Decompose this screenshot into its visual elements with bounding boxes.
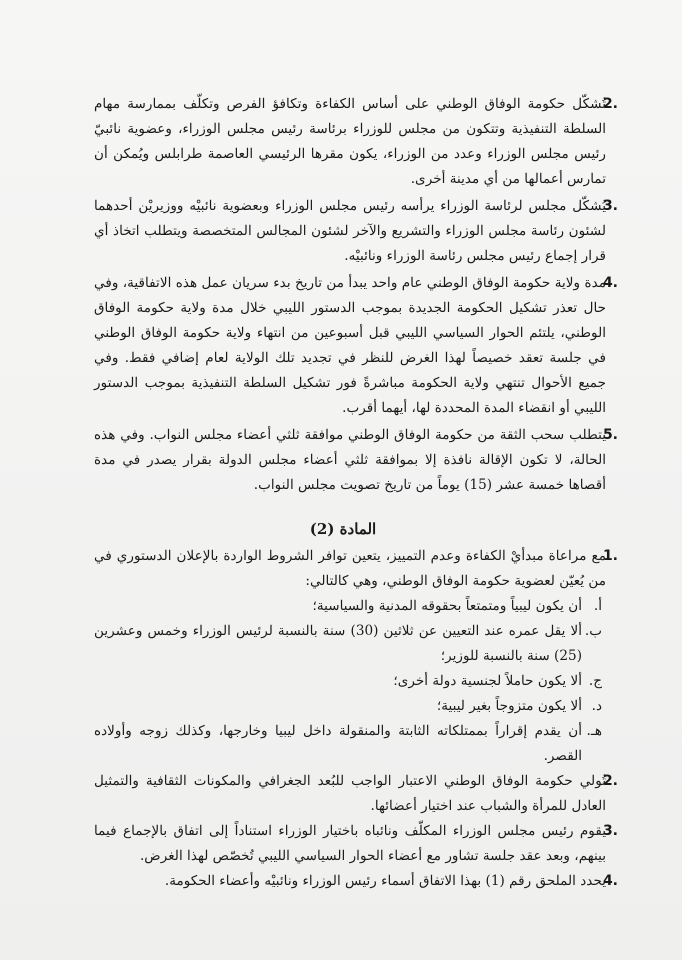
clause-2 [78, 92, 618, 192]
sub-item-text: أن يكون ليبياً ومتمتعاً بحقوقه المدنية والسياسية؛ [312, 598, 582, 614]
sub-item-text: ألا يكون حاملاً لجنسية دولة أخرى؛ [393, 673, 582, 689]
sub-item-label: د. [591, 698, 602, 714]
clause-number: 2. [602, 96, 618, 112]
clause-text: يُشكّل مجلس لرئاسة الوزراء يرأسه رئيس مجلس الوزراء وبعضوية نائبيْه ووزيريْن أحدهما لشئون رئاسة مجلس الوزراء والتشريع والآخر لشئون المجالس المتخصصة ويتطلب اتخاذ أي قرار إجماع رئيس مجلس رئاسة الوزراء ونائبيْه. [94, 198, 606, 264]
article-2-clause-3 [78, 819, 618, 869]
sub-item-d [78, 694, 602, 719]
clause-number: 2. [602, 773, 618, 789]
sub-item-a [78, 594, 602, 619]
clause-text: تُشكّل حكومة الوفاق الوطني على أساس الكفاءة وتكافؤ الفرص وتكلّف بممارسة مهام السلطة التنفيذية وتتكون من مجلس للوزراء برئاسة رئيس مجلس الوزراء، وعضوية نائبيّ رئيس مجلس الوزراء وعدد من الوزراء، يكون مقرها الرئيسي العاصمة طرابلس ويُمكن أن تمارس أعمالها من أي مدينة أخرى. [94, 96, 606, 187]
clause-4 [78, 271, 618, 421]
sub-item-label: ب. [584, 623, 602, 639]
sub-item-e [78, 719, 602, 769]
clause-number: 3. [602, 823, 618, 839]
clause-number: 4. [602, 873, 618, 889]
clause-number: 5. [602, 427, 618, 443]
sub-item-label: هـ. [586, 723, 602, 739]
clause-3 [78, 194, 618, 269]
sub-item-text: أن يقدم إقراراً بممتلكاته الثابتة والمنقولة داخل ليبيا وخارجها، وكذلك زوجه وأولاده القصر. [94, 723, 582, 764]
sub-item-text: ألا يكون متزوجاً بغير ليبية؛ [436, 698, 582, 714]
clause-text: يحدد الملحق رقم (1) بهذا الاتفاق أسماء رئيس الوزراء ونائبيْه وأعضاء الحكومة. [164, 873, 606, 889]
clause-text: يقوم رئيس مجلس الوزراء المكلّف ونائباه باختيار الوزراء استناداً إلى اتفاق بالإجماع فيما بينهم، وبعد عقد جلسة تشاور مع أعضاء الحوار السياسي الليبي تُخصّص لهذا الغرض. [94, 823, 606, 864]
clause-text: تُولي حكومة الوفاق الوطني الاعتبار الواجب للبُعد الجغرافي والمكونات الثقافية والتمثيل العادل للمرأة والشباب عند اختيار أعضائها. [94, 773, 606, 814]
clause-text: يتطلب سحب الثقة من حكومة الوفاق الوطني موافقة ثلثي أعضاء مجلس النواب. وفي هذه الحالة، لا تكون الإقالة نافذة إلا بموافقة ثلثي أعضاء مجلس الدولة بقرار يصدر في مدة أقصاها خمسة عشر (15) يوماً من تاريخ تصويت مجلس النواب. [94, 427, 606, 493]
clause-text: مدة ولاية حكومة الوفاق الوطني عام واحد يبدأ من تاريخ بدء سريان عمل هذه الاتفاقية، وفي حال تعذر تشكيل الحكومة الجديدة بموجب الدستور الليبي خلال مدة ولاية حكومة الوفاق الوطني، يلتئم الحوار السياسي الليبي قبل أسبوعين من انتهاء ولاية حكومة الوفاق الوطني في جلسة تعقد خصيصاً لهذا الغرض للنظر في تجديد تلك الولاية لعام إضافي فقط. وفي جميع الأحوال تنتهي ولاية الحكومة مباشرةً فور تشكيل السلطة التنفيذية بموجب الدستور الليبي أو انقضاء المدة المحددة لها، أيهما أقرب. [94, 275, 606, 416]
clause-5 [78, 423, 618, 498]
article-title: المادة (2) [309, 520, 377, 538]
sub-item-label: أ. [593, 598, 602, 614]
clause-number: 3. [602, 198, 618, 214]
clause-text: مع مراعاة مبدأيْ الكفاءة وعدم التمييز، يتعين توافر الشروط الواردة بالإعلان الدستوري في من يُعيّن لعضوية حكومة الوفاق الوطني، وهي كالتالي: [94, 548, 606, 589]
article-2-clause-1 [78, 544, 618, 594]
sub-item-label: ج. [588, 673, 602, 689]
sub-item-text: ألا يقل عمره عند التعيين عن ثلاثين (30) سنة بالنسبة لرئيس الوزراء وخمس وعشرين (25) سنة بالنسبة للوزير؛ [94, 623, 583, 664]
sub-item-b [78, 619, 602, 669]
article-2-clause-4 [78, 869, 618, 894]
clause-number: 4. [602, 275, 618, 291]
article-2-clause-2 [78, 769, 618, 819]
sub-item-c [78, 669, 602, 694]
clause-number: 1. [602, 548, 618, 564]
